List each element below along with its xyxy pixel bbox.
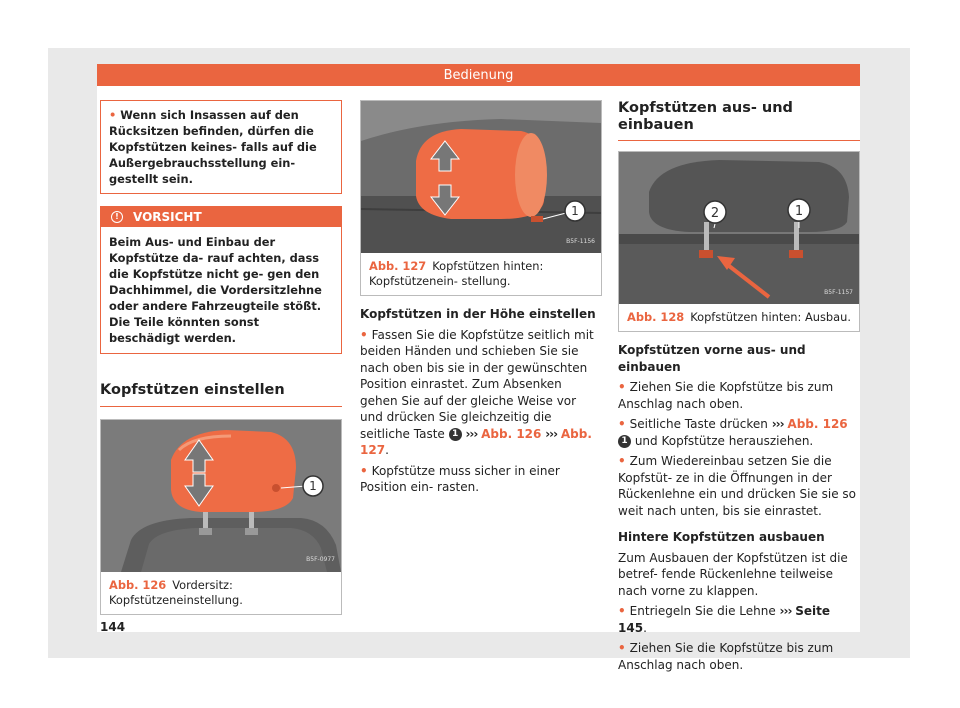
figure-128 [618,151,860,332]
bullet-icon: • [618,380,626,394]
figure-127-code: B5F-1156 [566,237,595,245]
figure-126-code: B5F-0977 [306,556,335,563]
item-text: Ziehen Sie die Kopfstütze bis zum Anschlag nach oben. [618,641,834,672]
figure-128-caption [619,304,859,331]
bullet-icon: • [360,463,368,478]
section-title-ausbauen: Kopfstützen aus- und einbauen [618,100,860,141]
figure-126-marker: 1 [309,478,317,493]
column-middle [360,100,602,496]
list-item: • Fassen Sie die Kopfstütze seitlich mit beiden Händen und schieben Sie sie nach oben bis sie in der gewünschten Position einrastet. Zum Absenken gehen Sie auf der gleiche Weise vor und drücken Sie gleichzeitig die seitliche Taste 1 ››› Abb. 126 ››› Abb. 127. [360,327,594,457]
figure-127-image [361,101,601,253]
figure-127-label: Abb. 127 [369,259,427,273]
bullet-icon: • [618,604,626,618]
header-title: Bedienung [443,67,514,83]
item-text: Ziehen Sie die Kopfstütze bis zum Anschlag nach oben. [618,380,834,411]
figure-127-caption [361,253,601,295]
column-left [100,100,342,615]
reference-arrow-icon: ››› [771,417,784,431]
figure-128-marker-2: 2 [710,206,720,221]
figure-126-caption [101,572,341,614]
front-headrest-illustration [101,420,341,572]
reference-arrow-icon: ››› [465,426,478,441]
figure-126 [100,419,342,615]
reference-arrow-icon: ››› [779,604,792,618]
bullet-icon: • [360,327,368,342]
figure-126-image [101,420,341,572]
exclamation-circle-icon: ! [111,211,123,223]
caution-title: VORSICHT [133,209,202,224]
item-text: Seitliche Taste drücken [629,417,768,431]
reference-link-abb126[interactable]: Abb. 126 [787,417,848,431]
reference-arrow-icon: ››› [545,426,558,441]
reference-link-abb127[interactable]: Abb. 127 [360,426,592,457]
figure-128-code: B5F-1157 [824,288,853,296]
paragraph: Zum Ausbauen der Kopfstützen ist die betref- fende Rückenlehne teilweise nach vorne zu klappen. [618,550,848,598]
list-item [618,453,860,519]
subtitle-hoehe: Kopfstützen in der Höhe einstellen [360,307,596,321]
figure-128-caption-text: Kopfstützen hinten: Ausbau. [690,310,851,324]
caution-text: Beim Aus- und Einbau der Kopfstütze da- rauf achten, dass die Kopfstütze nicht ge- gen den Dachhimmel, die Vordersitzlehne oder andere Fahrzeugteile stößt. Die Teile könnten sonst beschädigt werden. [109,235,322,345]
figure-128-marker-1: 1 [794,204,804,219]
notice-text: Wenn sich Insassen auf den Rücksitzen befinden, dürfen die Kopfstützen keines- falls auf die Außergebrauchsstellung ein- gestellt sein. [109,108,317,186]
item-text: Entriegeln Sie die Lehne [629,604,776,618]
list-item [618,640,860,673]
figure-126-label: Abb. 126 [109,577,167,592]
rear-headrest-illustration [361,101,601,253]
bullet-icon: • [618,417,626,431]
bullet-icon: • [618,454,626,468]
notice-box [100,100,342,194]
list-item [360,463,602,496]
reference-link-seite145[interactable]: Seite 145 [618,604,830,635]
caution-header [101,207,341,227]
subtitle-hinten: Hintere Kopfstützen ausbauen [618,530,825,544]
page-header [97,64,860,86]
list-item: • Entriegeln Sie die Lehne ››› Seite 145. [618,604,830,635]
section-title-einstellen: Kopfstützen einstellen [100,382,342,407]
figure-126-caption-text: Vordersitz: Kopfstützeneinstellung. [109,577,243,607]
item-text: und Kopfstütze herausziehen. [634,433,814,448]
item-text: Kopfstütze muss sicher in einer Position ein- rasten. [360,463,560,494]
list-item [618,416,860,449]
item-text: Zum Wiedereinbau setzen Sie die Kopfstüt- ze in die Öffnungen in der Rückenlehne ein und drücken Sie sie so weit nach unten, bis sie einrastet. [618,454,857,518]
list-item [618,379,860,412]
figure-127 [360,100,602,296]
subtitle-vorne: Kopfstützen vorne aus- und einbauen [618,343,806,374]
headrest-removal-illustration [619,152,859,304]
figure-127-marker: 1 [571,204,579,218]
marker-1-badge: 1 [618,435,631,448]
reference-link-abb126[interactable]: Abb. 126 [481,426,542,441]
figure-127-caption-text: Kopfstützen hinten: Kopfstützenein- stellung. [369,259,544,288]
page-number: 144 [100,620,126,634]
caution-box [100,206,342,354]
figure-128-label: Abb. 128 [627,310,685,324]
bullet-icon: • [618,641,626,655]
bullet-icon: • [109,108,117,122]
item-text: Fassen Sie die Kopfstütze seitlich mit beiden Händen und schieben Sie sie nach oben bis sie in der gewünschten Position einrastet. Zum Absenken gehen Sie auf der gleiche Weise vor und drücken Sie gleichzeitig die seitliche Taste [360,327,594,441]
marker-1-badge: 1 [449,428,462,441]
column-right [618,100,860,673]
figure-128-image [619,152,859,304]
